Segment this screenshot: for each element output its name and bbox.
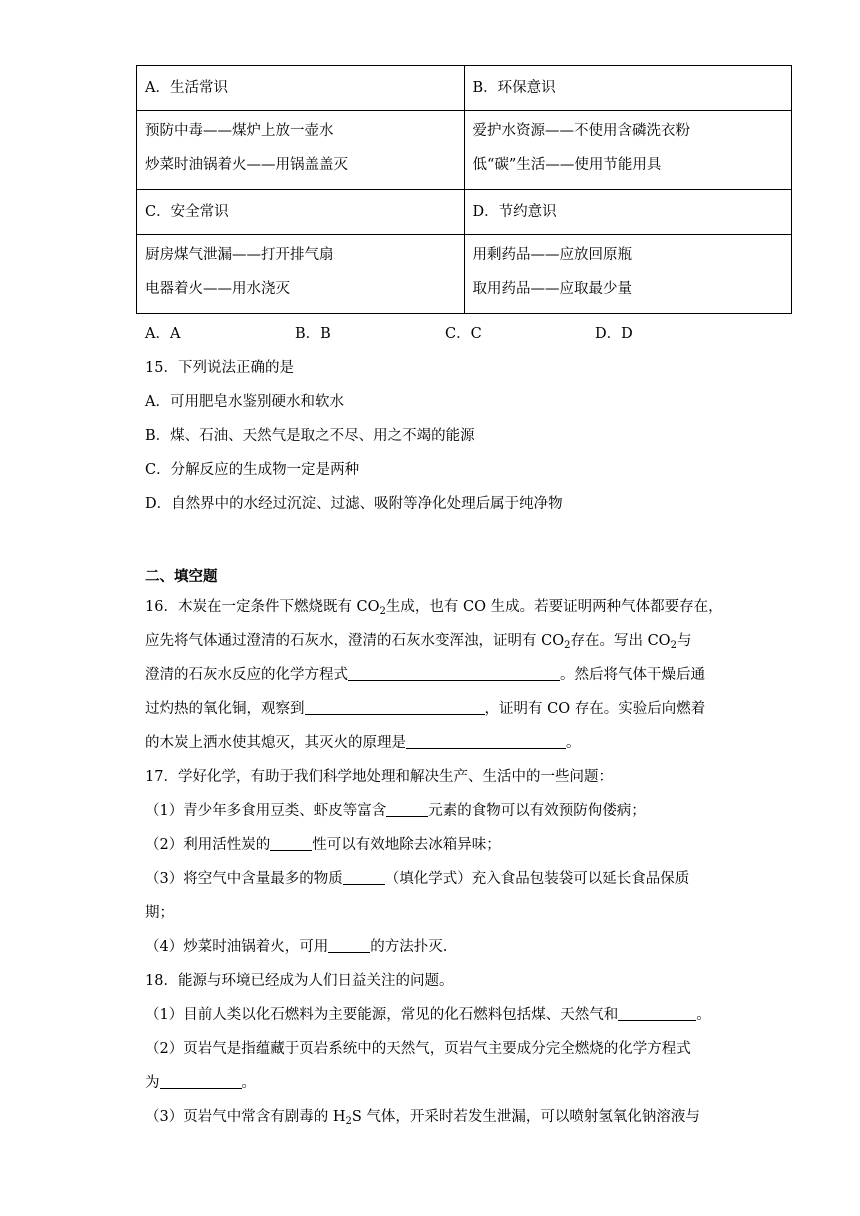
cell-b-line1: 爱护水资源——不使用含磷洗衣粉 bbox=[472, 123, 690, 139]
q14-choice-d[interactable]: D．D bbox=[595, 326, 633, 342]
cell-a-body bbox=[137, 111, 465, 190]
cell-c-header: C．安全常识 bbox=[137, 190, 465, 235]
q17-blank1[interactable] bbox=[386, 800, 428, 817]
q17-part3-cont: 期； bbox=[145, 905, 174, 921]
q18-text: S 气体，开采时若发生泄漏，可以喷射氢氧化钠溶液与 bbox=[351, 1109, 700, 1125]
subscript: 2 bbox=[379, 606, 386, 617]
cell-d-line1: 用剩药品——应放回原瓶 bbox=[472, 247, 632, 263]
q17-part4 bbox=[145, 935, 447, 959]
q17-part1 bbox=[145, 799, 646, 823]
cell-a-header: A．生活常识 bbox=[137, 66, 465, 111]
cell-d-body bbox=[464, 235, 792, 314]
q18-part1 bbox=[145, 1003, 711, 1027]
q15-option-d[interactable]: D．自然界中的水经过沉淀、过滤、吸附等净化处理后属于纯净物 bbox=[145, 496, 563, 512]
q16-text: 澄清的石灰水反应的化学方程式 bbox=[145, 667, 348, 683]
q16-blank-observation[interactable] bbox=[305, 698, 485, 715]
q16-text: 过灼热的氧化铜，观察到 bbox=[145, 701, 305, 717]
cell-d-line2: 取用药品——应取最少量 bbox=[472, 281, 632, 297]
q15-option-c[interactable]: C．分解反应的生成物一定是两种 bbox=[145, 462, 360, 478]
q17-text: 性可以有效地除去冰箱异味； bbox=[312, 837, 501, 853]
cell-d-header: D．节约意识 bbox=[464, 190, 792, 235]
q17-text: 元素的食物可以有效预防佝偻病； bbox=[428, 803, 646, 819]
q15-stem: 15．下列说法正确的是 bbox=[145, 360, 294, 376]
cell-b-header: B．环保意识 bbox=[464, 66, 792, 111]
q18-blank1[interactable] bbox=[618, 1004, 696, 1021]
q17-text: （4）炒菜时油锅着火，可用 bbox=[145, 939, 329, 955]
cell-b-line2: 低“碳”生活——使用节能用具 bbox=[472, 157, 662, 173]
q16-text: 生成，也有 CO 生成。若要证明两种气体都要存在， bbox=[385, 599, 723, 615]
q14-choice-c[interactable]: C．C bbox=[445, 326, 482, 342]
q16-text: 应先将气体通过澄清的石灰水，澄清的石灰水变浑浊，证明有 CO bbox=[145, 633, 565, 649]
options-table bbox=[136, 65, 792, 314]
q18-part2: （2）页岩气是指蕴藏于页岩系统中的天然气，页岩气主要成分完全燃烧的化学方程式 bbox=[145, 1041, 691, 1057]
q17-part3 bbox=[145, 867, 689, 891]
cell-a-line1: 预防中毒——煤炉上放一壶水 bbox=[145, 123, 334, 139]
q16-text: ，证明有 CO 存在。实验后向燃着 bbox=[484, 701, 706, 717]
q17-stem: 17．学好化学，有助于我们科学地处理和解决生产、生活中的一些问题： bbox=[145, 769, 613, 785]
section-title-fill-in: 二、填空题 bbox=[145, 568, 218, 585]
q17-text: （3）将空气中含量最多的物质 bbox=[145, 871, 343, 887]
q16-line3 bbox=[145, 663, 705, 687]
q16-text: 与 bbox=[676, 633, 692, 649]
q14-choice-a[interactable]: A．A bbox=[145, 326, 181, 342]
q18-text: 为 bbox=[145, 1075, 160, 1091]
q18-text: （1）目前人类以化石燃料为主要能源，常见的化石燃料包括煤、天然气和 bbox=[145, 1007, 619, 1023]
cell-c-line2: 电器着火——用水浇灭 bbox=[145, 281, 290, 297]
q16-blank-equation[interactable] bbox=[348, 664, 560, 681]
q14-choice-b[interactable]: B．B bbox=[295, 326, 331, 342]
q15-option-a[interactable]: A．可用肥皂水鉴别硬水和软水 bbox=[145, 394, 344, 410]
q16-line4 bbox=[145, 697, 705, 721]
cell-b-body bbox=[464, 111, 792, 190]
cell-c-body bbox=[137, 235, 465, 314]
q18-text: 。 bbox=[696, 1007, 711, 1023]
q17-blank4[interactable] bbox=[328, 936, 370, 953]
q18-part2-cont bbox=[145, 1071, 256, 1095]
q14-choices bbox=[145, 322, 633, 346]
q17-part2 bbox=[145, 833, 501, 857]
q16-text: 。然后将气体干燥后通 bbox=[560, 667, 705, 683]
cell-c-line1: 厨房煤气泄漏——打开排气扇 bbox=[145, 247, 334, 263]
q17-text: （2）利用活性炭的 bbox=[145, 837, 271, 853]
q18-part3 bbox=[145, 1105, 700, 1129]
q16-line1 bbox=[145, 595, 723, 619]
q16-text: 存在。写出 CO bbox=[570, 633, 671, 649]
q16-line2 bbox=[145, 629, 691, 653]
q16-line5 bbox=[145, 731, 581, 755]
q18-text: （3）页岩气中常含有剧毒的 H bbox=[145, 1109, 346, 1125]
q16-text: 的木炭上洒水使其熄灭，其灭火的原理是 bbox=[145, 735, 406, 751]
q16-text: 。 bbox=[566, 735, 581, 751]
q18-stem: 18．能源与环境已经成为人们日益关注的问题。 bbox=[145, 973, 454, 989]
q16-text: 16．木炭在一定条件下燃烧既有 CO bbox=[145, 599, 380, 615]
q17-blank3[interactable] bbox=[343, 868, 385, 885]
q17-text: 的方法扑灭. bbox=[370, 939, 448, 955]
q17-text: （1）青少年多食用豆类、虾皮等富含 bbox=[145, 803, 387, 819]
q17-text: （填化学式）充入食品包装袋可以延长食品保质 bbox=[384, 871, 690, 887]
q18-text: 。 bbox=[241, 1075, 256, 1091]
subscript: 2 bbox=[345, 1116, 352, 1127]
q18-blank2[interactable] bbox=[160, 1072, 242, 1089]
cell-a-line2: 炒菜时油锅着火——用锅盖盖灭 bbox=[145, 157, 348, 173]
subscript: 2 bbox=[670, 640, 677, 651]
q15-option-b[interactable]: B．煤、石油、天然气是取之不尽、用之不竭的能源 bbox=[145, 428, 475, 444]
subscript: 2 bbox=[564, 640, 571, 651]
q16-blank-principle[interactable] bbox=[406, 732, 566, 749]
q17-blank2[interactable] bbox=[270, 834, 312, 851]
